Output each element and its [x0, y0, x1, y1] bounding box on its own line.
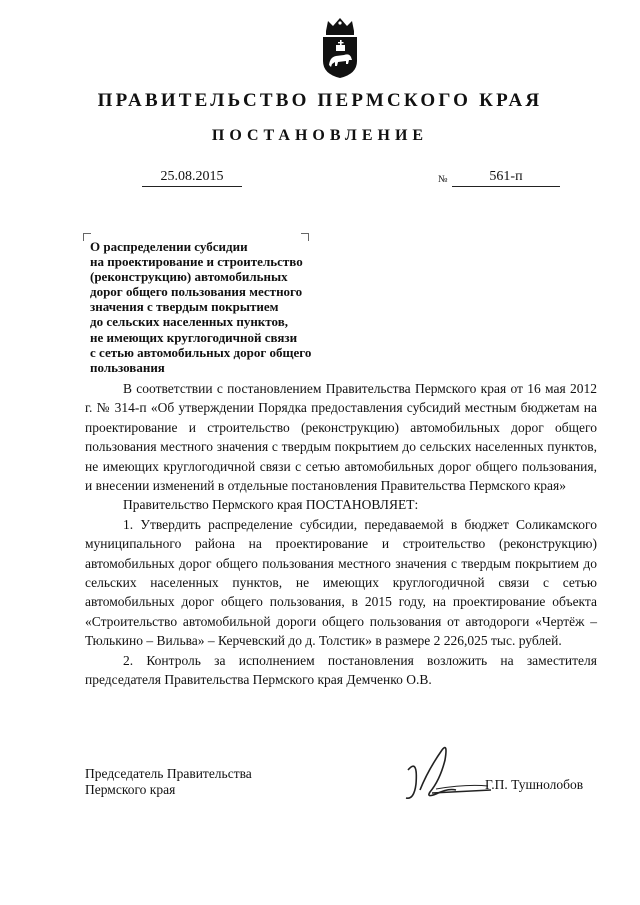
subject-line: на проектирование и строительство [90, 254, 303, 270]
position-line: Председатель Правительства [85, 766, 252, 781]
subject-line: пользования [90, 359, 165, 375]
position-line: Пермского края [85, 782, 176, 797]
number-sign: № [438, 174, 448, 185]
subject-line: значения с твердым покрытием [90, 299, 279, 315]
item-1-paragraph: 1. Утвердить распределение субсидии, передаваемой в бюджет Соликамского муниципального района на проектирование и строительство (реконструкцию) автомобильных дорог общего пользования местного значения с твердым покрытием до сельских населенных пунктов, не имеющих круглогодичной связи с сетью автомобильных дорог общего пользования, в 2015 году, на проектирование объекта «Строительство автомобильной дороги общего пользования от автодороги «Чертёж – Тюлькино – Вильва» – Керчевский до д. Толстик» в размере 2 226,025 тыс. рублей. [85, 516, 597, 649]
perm-krai-coat-of-arms-icon [318, 17, 362, 79]
resolution-paragraph: Правительство Пермского края ПОСТАНОВЛЯЕТ: [123, 497, 419, 513]
subject-line: дорог общего пользования местного [90, 284, 303, 300]
document-date: 25.08.2015 [142, 168, 242, 187]
subject-line: О распределении субсидии [90, 239, 248, 254]
signatory-name: Г.П. Тушнолобов [485, 777, 584, 792]
subject-line: с сетью автомобильных дорог общего [90, 344, 312, 360]
handwritten-signature-icon [396, 740, 516, 810]
subject-line: до сельских населенных пунктов, [90, 314, 288, 330]
document-body [85, 379, 597, 690]
document-type-title: ПОСТАНОВЛЕНИЕ [211, 127, 429, 144]
document-subject [90, 239, 370, 375]
document-number: 561-п [452, 168, 560, 187]
subject-line: не имеющих круглогодичной связи [90, 329, 298, 345]
subject-line: (реконструкцию) автомобильных [90, 269, 288, 285]
signatory-position [85, 766, 252, 798]
government-title: ПРАВИТЕЛЬСТВО ПЕРМСКОГО КРАЯ [97, 90, 543, 111]
preamble-paragraph: В соответствии с постановлением Правительства Пермского края от 16 мая 2012 г. № 314-п «Об утверждении Порядка предоставления субсидий местным бюджетам на проектирование и строительство (реконструкцию) автомобильных дорог общего пользования местного значения с твердым покрытием до сельских населенных пунктов, не имеющих круглогодичной связи с сетью автомобильных дорог общего пользования, и внесении изменений в отдельные постановления Правительства Пермского края» [85, 381, 597, 494]
item-2-paragraph: 2. Контроль за исполнением постановления возложить на заместителя председателя Правительства Пермского края Демченко О.В. [85, 652, 597, 688]
